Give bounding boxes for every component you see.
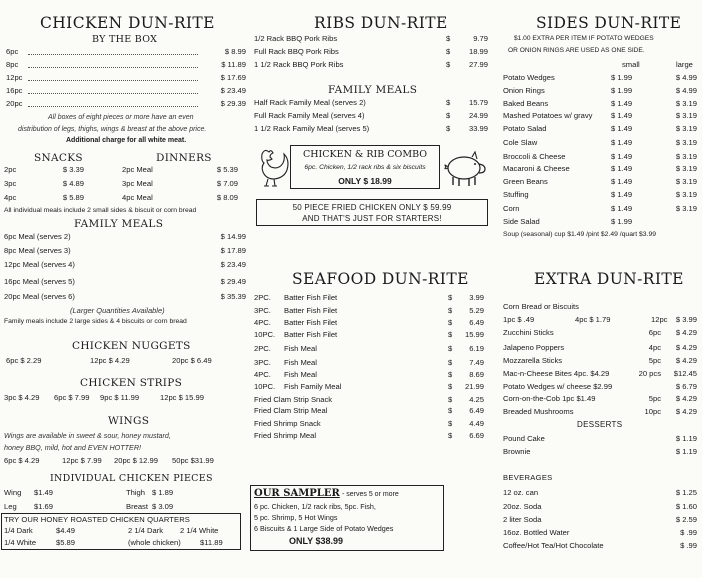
list-item: Green Beans $ 1.49 $ 3.19 [503, 177, 697, 186]
dinner-item: 3pc Meal $ 7.09 [122, 179, 238, 188]
sides-large-header: large [676, 60, 693, 69]
strip-option: 9pc $ 11.99 [100, 393, 140, 402]
list-item: Fried Clam Strip Snack $ 4.25 [254, 395, 484, 404]
corn-bread-prices: 1pc $ .49 4pc $ 1.79 12pc $ 3.99 [503, 315, 697, 324]
pig-icon [442, 150, 488, 188]
snack-item: 3pc $ 4.89 [4, 179, 84, 188]
strip-option: 3pc $ 4.29 [4, 393, 40, 402]
list-item: Potato Salad $ 1.49 $ 3.19 [503, 124, 697, 133]
beverages-heading: BEVERAGES [503, 473, 553, 482]
nuggets-heading: CHICKEN NUGGETS [72, 340, 191, 352]
list-item: 3PC. Fish Meal $ 7.49 [254, 358, 484, 367]
wing-option: 50pc $31.99 [172, 456, 214, 465]
list-item: 16oz. Bottled Water $ .99 [503, 528, 697, 537]
wings-note-2: honey BBQ, mild, hot and EVEN HOTTER! [4, 443, 142, 452]
sampler-serves: - serves 5 or more [342, 491, 399, 498]
list-item: Full Rack Family Meal (serves 4) $ 24.99 [254, 111, 488, 120]
sides-note-1: $1.00 EXTRA PER ITEM IF POTATO WEDGES [514, 35, 654, 42]
combo-box [290, 145, 440, 189]
list-item: Fried Clam Strip Meal $ 6.49 [254, 406, 484, 415]
list-item: Zucchini Sticks 6pc $ 4.29 [503, 328, 697, 337]
fifty-piece-tagline: AND THAT'S JUST FOR STARTERS! [302, 214, 442, 223]
fifty-piece-offer: 50 PIECE FRIED CHICKEN ONLY $ 59.99 [292, 203, 452, 212]
family-meals-note: Family meals include 2 large sides & 4 biscuits or corn bread [4, 318, 187, 325]
combo-title: CHICKEN & RIB COMBO [302, 149, 428, 160]
list-item: Brownie $ 1.19 [503, 447, 697, 456]
sides-note-2: OR ONION RINGS ARE USED AS ONE SIDE. [508, 47, 645, 54]
nugget-option: 20pc $ 6.49 [172, 356, 212, 365]
list-item: Cole Slaw $ 1.49 $ 3.19 [503, 138, 697, 147]
list-item: 3PC. Batter Fish Filet $ 5.29 [254, 306, 484, 315]
list-item: 12 oz. can $ 1.25 [503, 488, 697, 497]
sampler-title: OUR SAMPLER [254, 488, 340, 499]
combo-price: ONLY $ 18.99 [338, 176, 392, 186]
list-item: Fried Shrimp Snack $ 4.49 [254, 419, 484, 428]
list-item: 20pc $ 29.39 [6, 99, 246, 108]
list-item: Potato Wedges $ 1.99 $ 4.99 [503, 73, 697, 82]
larger-quantities-note: (Larger Quantities Available) [70, 306, 165, 315]
box-note-1: All boxes of eight pieces or more have an even [48, 114, 194, 121]
list-item: 1/2 Rack BBQ Pork Ribs $ 9.79 [254, 34, 488, 43]
list-item: Corn $ 1.49 $ 3.19 [503, 204, 697, 213]
list-item: 10PC. Batter Fish Filet $ 15.99 [254, 330, 484, 339]
corn-bread-label: Corn Bread or Biscuits [503, 302, 579, 311]
rooster-icon [252, 146, 290, 188]
list-item: 4PC. Fish Meal $ 8.69 [254, 370, 484, 379]
nugget-option: 12pc $ 4.29 [90, 356, 130, 365]
list-item: Coffee/Hot Tea/Hot Chocolate $ .99 [503, 541, 697, 550]
list-item: Mozzarella Sticks 5pc $ 4.29 [503, 356, 697, 365]
list-item: Half Rack Family Meal (serves 2) $ 15.79 [254, 98, 488, 107]
dinner-item: 4pc Meal $ 8.09 [122, 193, 238, 202]
sampler-line: 6 Biscuits & 1 Large Side of Potato Wedges [254, 524, 394, 533]
list-item: 10PC. Fish Family Meal $ 21.99 [254, 382, 484, 391]
sampler-box [250, 485, 444, 551]
snacks-heading: SNACKS [34, 152, 83, 164]
quarter-row: 1/4 Dark $4.49 2 1/4 Dark 2 1/4 White [4, 526, 219, 535]
ribs-title: RIBS DUN-RITE [314, 14, 448, 32]
extra-title: EXTRA DUN-RITE [534, 270, 684, 288]
white-meat-note: Additional charge for all white meat. [66, 137, 187, 144]
dinner-item: 2pc Meal $ 5.39 [122, 165, 238, 174]
chicken-family-heading: FAMILY MEALS [74, 218, 164, 230]
by-the-box-heading: BY THE BOX [92, 34, 158, 45]
fifty-piece-box [256, 199, 488, 226]
list-item: 6pc $ 8.99 [6, 47, 246, 56]
wing-option: 12pc $ 7.99 [62, 456, 102, 465]
ribs-family-heading: FAMILY MEALS [328, 84, 418, 96]
dinners-heading: DINNERS [156, 152, 212, 164]
sampler-line: 6 pc. Chicken, 1/2 rack ribs, 5pc. Fish, [254, 502, 376, 511]
list-item: 1 1/2 Rack Family Meal (serves 5) $ 33.99 [254, 124, 488, 133]
strips-heading: CHICKEN STRIPS [80, 377, 183, 389]
pieces-heading: INDIVIDUAL CHICKEN PIECES [50, 473, 213, 484]
seafood-title: SEAFOOD DUN-RITE [292, 270, 469, 288]
combo-description: 6pc. Chicken, 1/2 rack ribs & six biscuits [304, 164, 426, 171]
list-item: Stuffing $ 1.49 $ 3.19 [503, 190, 697, 199]
list-item: Macaroni & Cheese $ 1.49 $ 3.19 [503, 164, 697, 173]
sampler-line: 5 pc. Shrimp, 5 Hot Wings [254, 513, 338, 522]
list-item: 2PC. Fish Meal $ 6.19 [254, 344, 484, 353]
sides-small-header: small [622, 60, 640, 69]
soup-note: Soup (seasonal) cup $1.49 /pint $2.49 /quart $3.99 [503, 231, 657, 238]
list-item: 12pc $ 17.69 [6, 73, 246, 82]
list-item: Mashed Potatoes w/ gravy $ 1.49 $ 3.19 [503, 111, 697, 120]
list-item: 16pc $ 23.49 [6, 86, 246, 95]
individual-meals-note: All individual meals include 2 small sides & biscuit or corn bread [4, 207, 197, 214]
snack-item: 2pc $ 3.39 [4, 165, 84, 174]
list-item: Corn-on-the-Cob 1pc $1.49 5pc $ 4.29 [503, 394, 697, 403]
list-item: 2PC. Batter Fish Filet $ 3.99 [254, 293, 484, 302]
quarter-row: 1/4 White $5.89 (whole chicken) $11.89 [4, 538, 223, 547]
list-item: Fried Shrimp Meal $ 6.69 [254, 431, 484, 440]
sampler-price: ONLY $38.99 [289, 536, 344, 546]
list-item: Full Rack BBQ Pork Ribs $ 18.99 [254, 47, 488, 56]
list-item: Broccoli & Cheese $ 1.49 $ 3.19 [503, 152, 697, 161]
piece-row: Wing $1.49 Thigh $ 1.89 [4, 488, 174, 497]
box-note-2: distribution of legs, thighs, wings & breast at the above price. [18, 126, 207, 133]
list-item: Baked Beans $ 1.49 $ 3.19 [503, 99, 697, 108]
piece-row: Leg $1.69 Breast $ 3.09 [4, 502, 174, 511]
list-item: 20oz. Soda $ 1.60 [503, 502, 697, 511]
list-item: 20pc Meal (serves 6) $ 35.39 [4, 292, 246, 301]
quarters-heading: TRY OUR HONEY ROASTED CHICKEN QUARTERS [4, 515, 190, 524]
wings-heading: WINGS [108, 415, 150, 427]
list-item: 4PC. Batter Fish Filet $ 6.49 [254, 318, 484, 327]
desserts-heading: DESSERTS [577, 420, 623, 429]
list-item: Side Salad $ 1.99 [503, 217, 633, 226]
list-item: Onion Rings $ 1.99 $ 4.99 [503, 86, 697, 95]
list-item: 1 1/2 Rack BBQ Pork Ribs $ 27.99 [254, 60, 488, 69]
snack-item: 4pc $ 5.89 [4, 193, 84, 202]
quarters-box [1, 513, 241, 550]
list-item: Mac-n-Cheese Bites 4pc. $4.29 20 pcs $12.45 [503, 369, 697, 378]
list-item: 8pc Meal (serves 3) $ 17.89 [4, 246, 246, 255]
chicken-title: CHICKEN DUN-RITE [40, 14, 215, 32]
list-item: Breaded Mushrooms 10pc $ 4.29 [503, 407, 697, 416]
nugget-option: 6pc $ 2.29 [6, 356, 42, 365]
list-item: Potato Wedges w/ cheese $2.99 $ 6.79 [503, 382, 697, 391]
list-item: 8pc $ 11.89 [6, 60, 246, 69]
wings-note-1: Wings are available in sweet & sour, honey mustard, [4, 431, 171, 440]
list-item: 6pc Meal (serves 2) $ 14.99 [4, 232, 246, 241]
sides-title: SIDES DUN-RITE [536, 14, 682, 32]
list-item: 2 liter Soda $ 2.59 [503, 515, 697, 524]
wing-option: 6pc $ 4.29 [4, 456, 40, 465]
list-item: Jalapeno Poppers 4pc $ 4.29 [503, 343, 697, 352]
strip-option: 6pc $ 7.99 [54, 393, 90, 402]
list-item: Pound Cake $ 1.19 [503, 434, 697, 443]
list-item: 12pc Meal (serves 4) $ 23.49 [4, 260, 246, 269]
strip-option: 12pc $ 15.99 [160, 393, 204, 402]
list-item: 16pc Meal (serves 5) $ 29.49 [4, 277, 246, 286]
wing-option: 20pc $ 12.99 [114, 456, 158, 465]
